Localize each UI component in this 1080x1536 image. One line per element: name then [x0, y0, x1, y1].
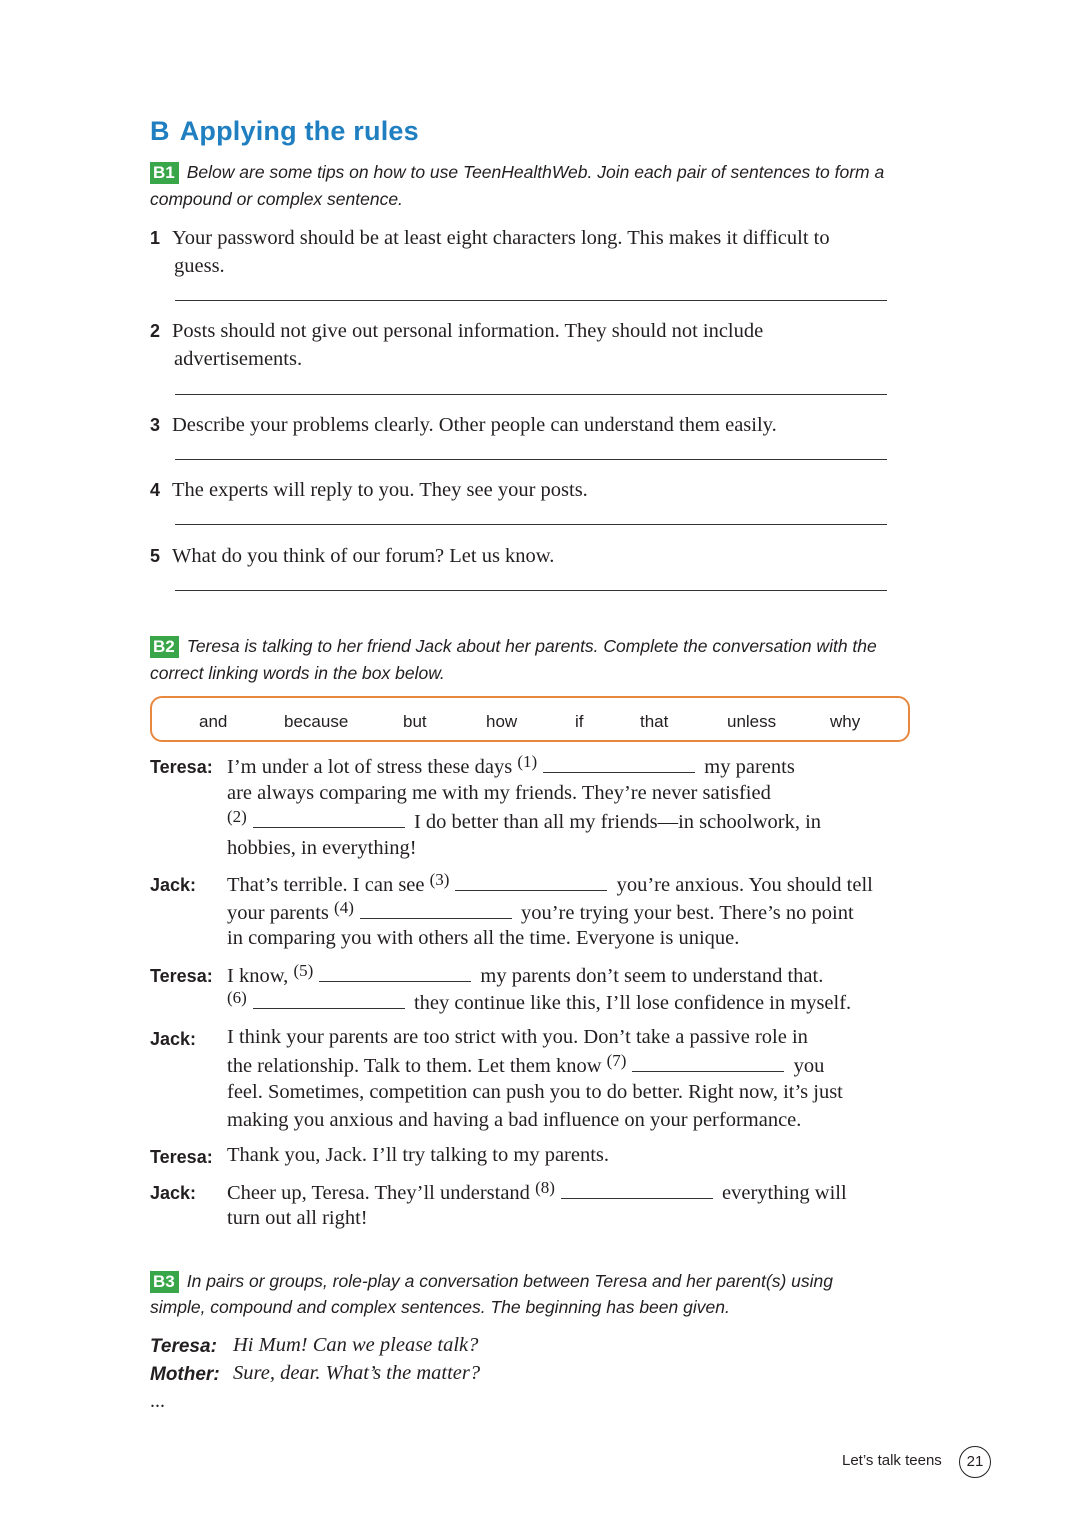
item-number: 3 — [150, 415, 161, 435]
dialogue-line: Thank you, Jack. I’ll try talking to my parents. — [227, 1144, 610, 1166]
word-if: if — [575, 712, 584, 731]
footer-title: Let’s talk teens — [842, 1452, 942, 1469]
b3-instruction-line2: simple, compound and complex sentences. The beginning has been given. — [150, 1297, 730, 1317]
dialogue-line — [227, 900, 854, 925]
item-text: Describe your problems clearly. Other people can understand them easily. — [172, 414, 777, 436]
item-text: The experts will reply to you. They see your posts. — [172, 479, 588, 501]
item-text: Your password should be at least eight characters long. This makes it difficult to — [172, 227, 830, 249]
b1-instruction-line2: compound or complex sentence. — [150, 189, 403, 209]
text: I’m under a lot of stress these days — [227, 756, 513, 778]
blank-number: (4) — [334, 898, 354, 917]
b2-instruction-line2: correct linking words in the box below. — [150, 663, 445, 683]
text: That’s terrible. I can see — [227, 874, 425, 896]
text: your parents — [227, 902, 329, 924]
word-but: but — [403, 712, 427, 731]
dialogue-line — [227, 754, 795, 779]
dialogue-line: are always comparing me with my friends. They’re never satisfied — [227, 782, 771, 804]
text: they continue like this, I’ll lose confidence in myself. — [413, 992, 852, 1014]
dialogue-line — [227, 990, 851, 1015]
section-title: Applying the rules — [179, 116, 419, 146]
b3-instruction — [150, 1268, 920, 1320]
b3-ellipsis: ... — [150, 1390, 165, 1412]
page-number: 21 — [959, 1446, 991, 1478]
blank-number: (2) — [227, 807, 247, 826]
dialogue-line: in comparing you with others all the time. Everyone is unique. — [227, 927, 740, 949]
b2-instruction — [150, 633, 920, 687]
b3-line-1: Hi Mum! Can we please talk? — [233, 1334, 479, 1356]
item-text-cont: guess. — [174, 255, 225, 277]
b1-item-1 — [150, 224, 920, 280]
text: I do better than all my friends—in schoolwork, in — [413, 811, 822, 833]
speaker-teresa: Teresa: — [150, 1147, 213, 1167]
blank-4[interactable] — [360, 900, 512, 919]
text: my parents don’t seem to understand that. — [480, 965, 824, 987]
b1-instruction-line1: Below are some tips on how to use TeenHealthWeb. Join each pair of sentences to form a — [186, 162, 885, 182]
dialogue-line — [227, 872, 873, 897]
b3-instruction-line1: In pairs or groups, role-play a conversation between Teresa and her parent(s) using — [186, 1271, 833, 1291]
dialogue-line — [227, 1180, 847, 1205]
word-unless: unless — [727, 712, 777, 731]
speaker-teresa: Teresa: — [150, 966, 213, 986]
text: everything will — [722, 1182, 847, 1204]
dialogue-line: turn out all right! — [227, 1207, 368, 1229]
item-number: 5 — [150, 546, 161, 566]
text: I know, — [227, 965, 289, 987]
speaker-jack: Jack: — [150, 1183, 197, 1203]
item-number: 2 — [150, 321, 161, 341]
b1-item-3 — [150, 411, 920, 439]
word-how: how — [486, 712, 518, 731]
speaker-teresa: Teresa: — [150, 757, 213, 777]
blank-number: (3) — [429, 870, 450, 889]
text: Cheer up, Teresa. They’ll understand — [227, 1182, 530, 1204]
section-letter: B — [150, 116, 170, 146]
b2-instruction-line1: Teresa is talking to her friend Jack about her parents. Complete the conversation with the — [186, 636, 877, 656]
dialogue-line — [227, 809, 821, 834]
blank-2[interactable] — [253, 809, 405, 828]
item-number: 1 — [150, 228, 161, 248]
dialogue-line — [227, 963, 823, 988]
word-and: and — [199, 712, 228, 731]
text: the relationship. Talk to them. Let them know — [227, 1055, 602, 1077]
item-text-cont: advertisements. — [174, 348, 303, 370]
speaker-jack: Jack: — [150, 875, 197, 895]
speaker-jack: Jack: — [150, 1029, 197, 1049]
b3-line-2: Sure, dear. What’s the matter? — [233, 1362, 481, 1384]
b1-item-2 — [150, 317, 920, 373]
item-text: What do you think of our forum? Let us know. — [172, 545, 555, 567]
answer-line-1[interactable] — [175, 300, 887, 301]
blank-number: (7) — [606, 1051, 627, 1070]
blank-7[interactable] — [632, 1053, 784, 1072]
answer-line-2[interactable] — [175, 394, 887, 395]
b2-tag: B2 — [150, 636, 179, 658]
dialogue-line: feel. Sometimes, competition can push you to do better. Right now, it’s just — [227, 1081, 843, 1103]
text: you’re anxious. You should tell — [616, 874, 873, 896]
blank-number: (5) — [293, 961, 314, 980]
blank-number: (1) — [517, 752, 538, 771]
word-why: why — [830, 712, 861, 731]
item-number: 4 — [150, 480, 161, 500]
dialogue-line: hobbies, in everything! — [227, 837, 417, 859]
blank-number: (8) — [535, 1178, 555, 1197]
word-that: that — [640, 712, 669, 731]
text: you’re trying your best. There’s no point — [520, 902, 854, 924]
word-because: because — [284, 712, 349, 731]
blank-6[interactable] — [253, 990, 405, 1009]
b1-item-5 — [150, 542, 920, 570]
dialogue-line: I think your parents are too strict with you. Don’t take a passive role in — [227, 1026, 808, 1048]
answer-line-3[interactable] — [175, 459, 887, 460]
item-text: Posts should not give out personal information. They should not include — [172, 320, 764, 342]
answer-line-5[interactable] — [175, 590, 887, 591]
blank-number: (6) — [227, 988, 247, 1007]
text: you — [793, 1055, 825, 1077]
b1-tag: B1 — [150, 162, 179, 184]
section-heading — [150, 116, 419, 147]
text: my parents — [704, 756, 795, 778]
blank-5[interactable] — [319, 963, 471, 982]
b1-item-4 — [150, 476, 920, 504]
word-box — [150, 696, 910, 742]
b3-speaker-mother: Mother: — [150, 1364, 220, 1385]
answer-line-4[interactable] — [175, 524, 887, 525]
b1-instruction — [150, 159, 920, 213]
b3-tag: B3 — [150, 1271, 179, 1293]
blank-8[interactable] — [561, 1180, 713, 1199]
b3-speaker-teresa: Teresa: — [150, 1336, 217, 1357]
blank-1[interactable] — [543, 754, 695, 773]
dialogue-line: making you anxious and having a bad influence on your performance. — [227, 1109, 802, 1131]
blank-3[interactable] — [455, 872, 607, 891]
dialogue-line — [227, 1053, 824, 1078]
